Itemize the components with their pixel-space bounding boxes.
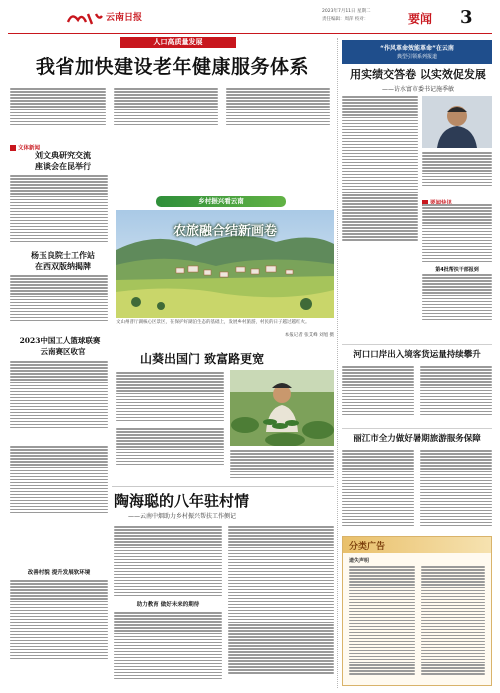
rural-body-col1 bbox=[116, 372, 224, 423]
right-brief-body2 bbox=[422, 274, 492, 322]
lead-body-col1 bbox=[10, 88, 106, 127]
right-item-rule bbox=[342, 344, 492, 345]
editor-line: 责任编辑：周萍 校对： bbox=[322, 17, 369, 22]
right-headline: 用实绩交答卷 以实效促发展 bbox=[350, 68, 486, 81]
rural-photo-credit: 本报记者 张艾峰 刘旭 摄 bbox=[284, 333, 334, 338]
left-item2-title-l1: 杨玉良院士工作站 bbox=[31, 250, 95, 260]
ads-sub: 遗失声明 bbox=[349, 558, 370, 564]
rural-landscape-photo bbox=[116, 210, 334, 318]
right-brief1-title: 第4批帮扶干部报到 bbox=[435, 267, 479, 273]
left-item1-title-l2: 座谈会在昆举行 bbox=[35, 161, 91, 171]
masthead-logo-text: 云南日报 bbox=[106, 13, 143, 23]
right-item-body1 bbox=[342, 366, 414, 417]
masthead-rule bbox=[8, 33, 492, 34]
right-body-col2 bbox=[422, 152, 492, 188]
left-item3-body bbox=[10, 361, 108, 430]
page-number: 3 bbox=[460, 7, 473, 28]
bottom-feature-subhead: ——云南中烟助力乡村振兴帮扶工作侧记 bbox=[128, 513, 237, 520]
bottom-section2-title: 助力教育 做好未来的期待 bbox=[136, 602, 200, 608]
farmer-photo-icon bbox=[230, 370, 334, 446]
right-item2-rule bbox=[342, 428, 492, 429]
bottom-feature-headline: 陶海聪的八年驻村情 bbox=[114, 492, 250, 510]
bottom-body-col2 bbox=[114, 526, 222, 598]
left-item2-title-l2: 在西双版纳揭牌 bbox=[35, 261, 91, 271]
rural-body-col2 bbox=[230, 450, 334, 480]
rural-banner-text: 乡村振兴看云南 bbox=[198, 197, 244, 205]
bottom-feature-rule bbox=[112, 486, 334, 487]
right-kicker-text: “作风革命效能革命”在云南 bbox=[380, 45, 454, 52]
bottom-body-col3 bbox=[228, 526, 334, 675]
bottom-section1-title: 改善村貌 提升发展软环境 bbox=[27, 570, 91, 576]
rural-second-headline: 山葵出国门 致富路更宽 bbox=[140, 352, 265, 366]
left-item3-title-l2: 云南赛区收官 bbox=[40, 347, 86, 356]
left-tag-text: 文体新闻 bbox=[18, 145, 41, 152]
portrait-photo bbox=[422, 96, 492, 148]
right-subhead: ——访水富市委书记施季敏 bbox=[381, 86, 454, 93]
ads-body1 bbox=[349, 566, 415, 676]
left-section-tag bbox=[10, 137, 41, 152]
lead-kicker: 人口高质量发展 bbox=[120, 37, 236, 48]
left-item1-title-l1: 刘文典研究交流 bbox=[35, 150, 91, 160]
section-label: 要闻 bbox=[407, 12, 432, 26]
masthead-logo bbox=[66, 10, 143, 28]
left-item1-body bbox=[10, 175, 108, 244]
bottom-body-col1 bbox=[10, 446, 108, 515]
wasabi-farmer-photo bbox=[230, 370, 334, 446]
right-brief-body bbox=[422, 204, 492, 264]
ads-box bbox=[342, 536, 492, 686]
page-divider bbox=[337, 38, 338, 688]
rural-body-col1b bbox=[116, 428, 224, 467]
right-body-col1 bbox=[342, 96, 418, 242]
right-section-tag bbox=[422, 192, 452, 201]
date-line: 2023年7月11日 星期二 bbox=[322, 9, 371, 14]
lead-body-col2 bbox=[114, 88, 218, 127]
right-item2-headline: 丽江市全力做好暑期旅游服务保障 bbox=[353, 434, 481, 444]
right-item2-body1 bbox=[342, 450, 414, 528]
ads-body2 bbox=[421, 566, 485, 676]
rural-photo-caption: 文山州普厅湖核心区景区，在保护好湖泊生态的基础上，发展乡村旅游，村民的日子越过越红火。 bbox=[116, 320, 310, 325]
bottom-body-col2b bbox=[114, 612, 222, 681]
lead-body-col3 bbox=[226, 88, 330, 127]
portrait-photo-icon bbox=[422, 96, 492, 148]
right-kicker bbox=[342, 40, 492, 64]
masthead bbox=[0, 0, 500, 34]
right-subkicker-text: 典型引领系列报道 bbox=[396, 54, 437, 60]
right-item-headline: 河口口岸出入境客货运量持续攀升 bbox=[353, 350, 481, 360]
lead-headline: 我省加快建设老年健康服务体系 bbox=[36, 56, 310, 78]
right-item2-body2 bbox=[420, 450, 492, 528]
bottom-body-col1b bbox=[10, 580, 108, 661]
left-item2-body bbox=[10, 275, 108, 323]
left-tag-icon bbox=[10, 145, 16, 151]
left-item3-title-l1: 2023中国工人篮球联赛 bbox=[19, 336, 101, 345]
right-item-body2 bbox=[420, 366, 492, 417]
ads-label: 分类广告 bbox=[349, 542, 386, 552]
photo-overlay-title: 农旅融合结新画卷 bbox=[172, 224, 277, 239]
